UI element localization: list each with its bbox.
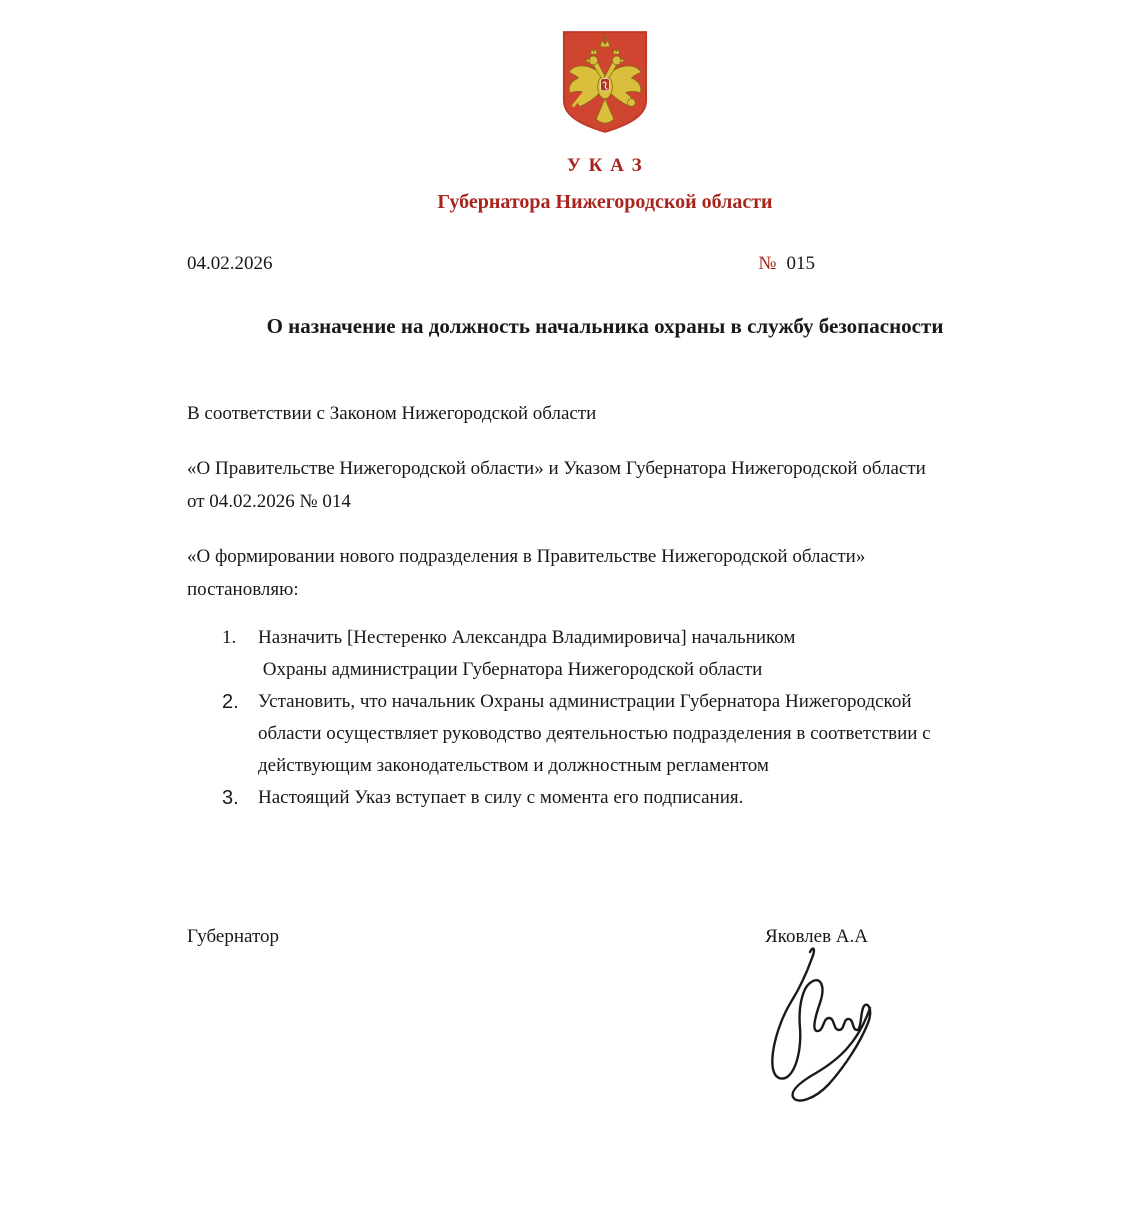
list-item (187, 622, 1023, 686)
decree-number-group (758, 251, 815, 277)
decree-date: 04.02.2026 (187, 253, 273, 274)
list-item-line: области осуществляет руководство деятельностью подразделения в соответствии с (258, 723, 931, 744)
list-item-line: Охраны администрации Губернатора Нижегородской области (258, 659, 763, 680)
date-number-row (187, 251, 1023, 277)
emblem-inner-shield (601, 79, 610, 91)
signature-stroke (772, 949, 870, 1101)
paragraph (187, 452, 1023, 518)
list-item-text (258, 686, 1023, 782)
signer-role: Губернатор (187, 926, 280, 947)
decree-subtitle: Губернатора Нижегородской области (437, 191, 773, 213)
paragraph-line: В соответствии с Законом Нижегородской области (187, 403, 597, 424)
list-item-line: Назначить [Нестеренко Александра Владимировича] начальником (258, 627, 796, 648)
paragraph-line: «О формировании нового подразделения в Правительстве Нижегородской области» (187, 546, 866, 567)
paragraph-line: постановляю: (187, 579, 299, 600)
emblem-container (187, 30, 1023, 139)
decree-title: У К А З (566, 155, 644, 176)
list-item (187, 782, 1023, 814)
paragraph (187, 397, 1023, 430)
list-item-text (258, 782, 1023, 814)
list-item (187, 686, 1023, 782)
numero-sign: № (758, 253, 777, 274)
list-item-text (258, 622, 1023, 686)
russian-coat-of-arms-icon (561, 30, 649, 134)
list-item-marker: 1. (222, 627, 237, 648)
decree-ordered-list (187, 622, 1023, 814)
list-item-marker: 2. (222, 691, 239, 713)
handwritten-signature (757, 946, 877, 1108)
decree-number: 015 (786, 253, 815, 274)
list-item-line: Установить, что начальник Охраны администрации Губернатора Нижегородской (258, 691, 912, 712)
decree-body (187, 397, 1023, 814)
paragraph-line: от 04.02.2026 № 014 (187, 491, 351, 512)
signature-row (187, 924, 1023, 950)
list-item-line: Настоящий Указ вступает в силу с момента его подписания. (258, 787, 744, 808)
paragraph-line: «О Правительстве Нижегородской области» и Указом Губернатора Нижегородской области (187, 458, 926, 479)
decree-subject: О назначение на должность начальника охраны в службу безопасности (266, 314, 944, 338)
list-item-line: действующим законодательством и должностным регламентом (258, 755, 769, 776)
signer-name: Яковлев А.А (765, 926, 868, 947)
paragraph (187, 540, 1023, 606)
list-item-marker: 3. (222, 787, 239, 809)
